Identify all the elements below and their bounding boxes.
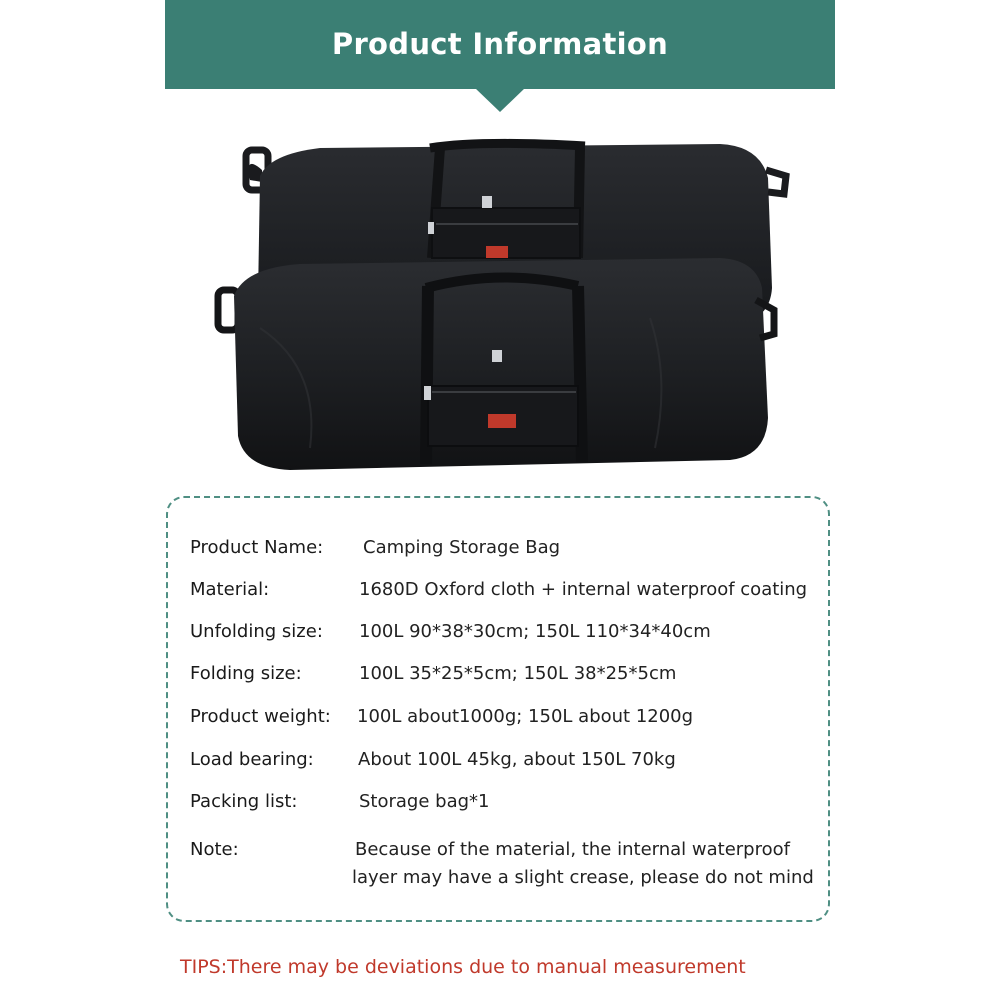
banner-notch [475,88,525,112]
page-title: Product Information [331,26,669,61]
spec-box [166,496,830,922]
spec-label: Load bearing: [190,749,314,770]
tips-text: TIPS:There may be deviations due to manual measurement [180,956,746,978]
spec-value: Storage bag*1 [359,791,490,812]
spec-value: About 100L 45kg, about 150L 70kg [358,749,676,770]
spec-value: 100L 90*38*30cm; 150L 110*34*40cm [359,621,711,642]
note-line-1: Because of the material, the internal waterproof [355,839,790,860]
duffel-bags-icon [200,118,800,488]
spec-value: Camping Storage Bag [363,537,561,558]
spec-label: Product weight: [190,706,331,727]
front-bag [218,258,774,470]
spec-label: Folding size: [190,663,302,684]
spec-label: Unfolding size: [190,621,323,642]
note-label: Note: [190,839,239,860]
header-banner [165,0,835,89]
spec-label: Material: [190,579,270,600]
spec-value: 1680D Oxford cloth + internal waterproof coating [359,579,808,600]
spec-label: Packing list: [190,791,298,812]
spec-value: 100L 35*25*5cm; 150L 38*25*5cm [359,663,677,684]
note-line-2: layer may have a slight crease, please do not mind [352,867,814,888]
spec-value: 100L about1000g; 150L about 1200g [357,706,694,727]
spec-label: Product Name: [190,537,324,558]
